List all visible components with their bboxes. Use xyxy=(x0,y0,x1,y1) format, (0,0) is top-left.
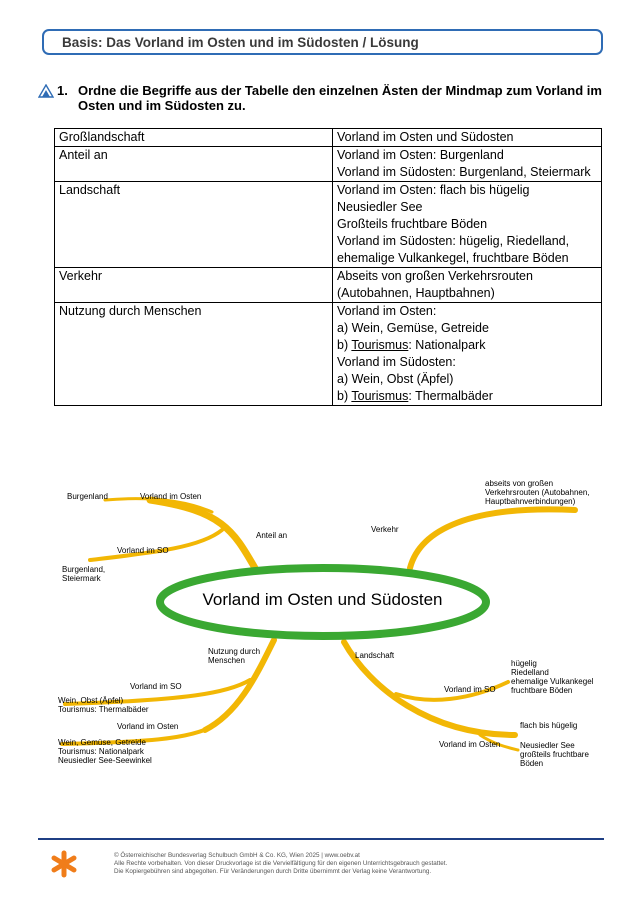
table-cell-label: Nutzung durch Menschen xyxy=(55,303,333,406)
footer-copyright xyxy=(114,852,594,876)
tourism-rest: : Nationalpark xyxy=(408,338,486,352)
tourism-rest: : Thermalbäder xyxy=(408,389,493,403)
cell-line-tourism xyxy=(337,388,597,405)
mm-leaf-line: Wein, Gemüse, Getreide xyxy=(58,738,146,747)
mm-leaf xyxy=(511,659,593,695)
branch-verkehr xyxy=(410,509,575,568)
difficulty-triangle-icon xyxy=(38,84,54,98)
mm-leaf xyxy=(520,741,589,768)
table-row xyxy=(55,303,602,406)
mm-leaf: Burgenland xyxy=(67,492,108,501)
cell-line: Vorland im Osten: Burgenland xyxy=(337,148,504,162)
task-instruction: Ordne die Begriffe aus der Tabelle den einzelnen Ästen der Mindmap zum Vorland im Osten und im Südosten zu. xyxy=(78,83,602,113)
mm-leaf-line: Hauptbahnverbindungen) xyxy=(485,497,576,506)
cell-line-tourism xyxy=(337,337,597,354)
footer-line: Die Kopiergebühren sind abgegolten. Für Veränderungen durch Dritte übernimmt der Verlag keine Verantwortung. xyxy=(114,868,432,875)
mm-branch-line: Nutzung durch xyxy=(208,647,261,656)
mm-leaf-line: hügelig xyxy=(511,659,537,668)
mm-leaf-line: abseits von großen xyxy=(485,479,554,488)
mm-node: Vorland im Osten xyxy=(117,722,179,731)
tourism-prefix: b) xyxy=(337,389,352,403)
table-cell-label: Anteil an xyxy=(55,147,333,182)
cell-line: Vorland im Osten: xyxy=(337,304,437,318)
mm-leaf-line: Verkehrsrouten (Autobahnen, xyxy=(485,488,590,497)
mm-branch-line: Menschen xyxy=(208,656,245,665)
task-number: 1. xyxy=(57,83,68,98)
table-row xyxy=(55,147,602,182)
cell-line: Großteils fruchtbare Böden xyxy=(337,217,488,231)
cell-line: a) Wein, Obst (Äpfel) xyxy=(337,372,454,386)
mm-leaf: flach bis hügelig xyxy=(520,721,578,730)
cell-line: Vorland im Südosten: hügelig, Riedelland, xyxy=(337,234,570,248)
mm-node: Vorland im SO xyxy=(444,685,496,694)
header-box xyxy=(42,29,603,55)
page-title: Basis: Das Vorland im Osten und im Südosten / Lösung xyxy=(62,35,419,50)
tourism-word: Tourismus xyxy=(351,338,409,352)
mm-leaf-line: Riedelland xyxy=(511,668,549,677)
footer-divider xyxy=(38,838,604,840)
table-header-cell: Vorland im Osten und Südosten xyxy=(333,129,602,147)
mm-leaf xyxy=(58,696,149,714)
mm-node: Vorland im Osten xyxy=(439,740,501,749)
mm-node: Vorland im SO xyxy=(130,682,182,691)
mm-leaf xyxy=(62,565,105,583)
cell-line: Vorland im Südosten: xyxy=(337,355,456,369)
table-cell-value xyxy=(333,303,602,406)
mm-leaf-line: Steiermark xyxy=(62,574,101,583)
mindmap-graphic xyxy=(0,470,640,780)
table-cell-value xyxy=(333,182,602,268)
table-header-cell: Großlandschaft xyxy=(55,129,333,147)
cell-line: a) Wein, Gemüse, Getreide xyxy=(337,321,489,335)
mm-leaf-line: Burgenland, xyxy=(62,565,106,574)
mm-node: Vorland im SO xyxy=(117,546,169,555)
mm-leaf-line: Böden xyxy=(520,759,544,768)
branch-anteil-so xyxy=(90,530,222,560)
mm-branch: Anteil an xyxy=(256,531,288,540)
mm-leaf-line: Tourismus: Nationalpark xyxy=(58,747,144,756)
tourism-word: Tourismus xyxy=(351,389,409,403)
cell-line: (Autobahnen, Hauptbahnen) xyxy=(337,286,495,300)
table-cell-value xyxy=(333,147,602,182)
mm-leaf xyxy=(58,738,152,765)
table-cell-value xyxy=(333,268,602,303)
mm-leaf-line: großteils fruchtbare xyxy=(520,750,589,759)
publisher-logo-icon xyxy=(50,850,78,878)
footer-line: Alle Rechte vorbehalten. Von dieser Druckvorlage ist die Vervielfältigung für den eigenen Unterrichtsgebrauch gestattet. xyxy=(114,860,448,867)
cell-line: Neusiedler See xyxy=(337,200,423,214)
table-header-row xyxy=(55,129,602,147)
mm-leaf-line: ehemalige Vulkankegel xyxy=(511,677,594,686)
mm-leaf-line: fruchtbare Böden xyxy=(511,686,573,695)
table-row xyxy=(55,268,602,303)
table-cell-label: Landschaft xyxy=(55,182,333,268)
tourism-prefix: b) xyxy=(337,338,352,352)
table-row xyxy=(55,182,602,268)
cell-line: ehemalige Vulkankegel, fruchtbare Böden xyxy=(337,251,569,265)
terms-table xyxy=(54,128,602,406)
mm-leaf-line: Neusiedler See-Seewinkel xyxy=(58,756,152,765)
mindmap-center-label: Vorland im Osten und Südosten xyxy=(202,590,443,609)
mm-branch xyxy=(208,647,260,665)
cell-line: Vorland im Südosten: Burgenland, Steiermark xyxy=(337,165,591,179)
mm-node: Vorland im Osten xyxy=(140,492,202,501)
cell-line: Abseits von großen Verkehrsrouten xyxy=(337,269,533,283)
mm-branch: Landschaft xyxy=(355,651,395,660)
mm-leaf-line: Wein, Obst (Äpfel) xyxy=(58,696,124,705)
mm-leaf xyxy=(485,479,590,506)
mm-leaf-line: Neusiedler See xyxy=(520,741,575,750)
table-cell-label: Verkehr xyxy=(55,268,333,303)
footer-line: © Österreichischer Bundesverlag Schulbuch GmbH & Co. KG, Wien 2025 | www.oebv.at xyxy=(114,852,360,859)
mm-leaf-line: Tourismus: Thermalbäder xyxy=(58,705,149,714)
cell-line: Vorland im Osten: flach bis hügelig xyxy=(337,183,530,197)
mm-branch: Verkehr xyxy=(371,525,399,534)
